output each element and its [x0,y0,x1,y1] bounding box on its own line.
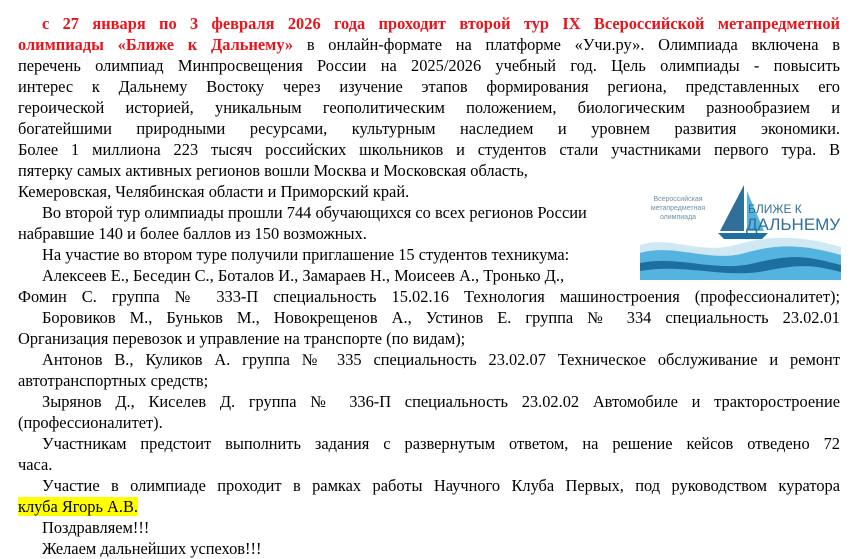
announcement-line-6: богатейшими природными ресурсами, культурным наследием и уровнем развития экономики. [18,119,840,138]
announcement-line-1 [18,13,840,34]
announcement-text: в онлайн-формате на платформе «Учи.ру». Олимпиада включена в [293,35,840,54]
logo-title-line-1: БЛИЖЕ К [748,202,802,216]
tasks-line-2: часа. [18,455,53,474]
announcement-line-4: интерес к Дальнему Востоку через изучение этапов формирования региона, представленных его [18,77,840,96]
group-335-line-2: автотранспортных средств; [18,371,209,390]
congratulations: Поздравляем!!! [42,518,150,537]
invitation-line-2: Алексеев Е., Беседин С., Боталов И., Замараев Н., Моисеев А., Тронько Д., [42,266,565,285]
group-336-line-1: Зырянов Д., Киселев Д. группа № 336-П специальность 23.02.02 Автомобиле и тракторостроение [42,392,840,411]
announcement-line-9: Кемеровская, Челябинская области и Приморский край. [18,182,410,201]
announcement-line-8: пятерку самых активных регионов вошли Москва и Московская область, [18,161,528,180]
olympiad-logo [640,163,841,280]
announcement-line-2 [18,34,840,55]
group-333-line: Фомин С. группа № 333-П специальность 15.02.16 Технология машиностроения (профессионалитет); [18,287,840,306]
second-round-line-2: набравшие 140 и более баллов из 150 возможных. [18,224,367,243]
logo-small-line-1: Всероссийская [653,196,703,203]
science-club-line-2 [18,496,840,517]
document-body [18,13,840,559]
group-335-line-1: Антонов В., Куликов А. группа № 335 специальность 23.02.07 Техническое обслуживание и ремонт [42,350,840,369]
invitation-line-1: На участие во втором туре получили приглашение 15 студентов техникума: [42,245,570,264]
announcement-line-3: перечень олимпиад Минпросвещения России на 2025/2026 учебный год. Цель олимпиады - повысить [18,56,840,75]
waves-graphic [640,238,841,280]
logo-title-line-2: ДАЛЬНЕМУ [746,215,841,234]
curator-name: клуба Ягорь А.В. [18,497,139,516]
logo-small-line-2: метапредметная [650,205,706,212]
wishes: Желаем дальнейших успехов!!! [42,539,262,558]
second-round-line-1: Во второй тур олимпиады прошли 744 обучающихся со всех регионов России [42,203,587,222]
announcement-line-7: Более 1 миллиона 223 тысяч российских школьников и студентов стали участниками первого тура. В [18,140,840,159]
group-336-line-2: (профессионалитет). [18,413,163,432]
announcement-line-5: героической историей, уникальным геополитическим положением, биологическим разнообразием и [18,98,840,117]
group-334-line-2: Организация перевозок и управление на транспорте (по видам); [18,329,466,348]
olympiad-name: олимпиады «Ближе к Дальнему» [18,35,294,54]
science-club-line-1: Участие в олимпиаде проходит в рамках работы Научного Клуба Первых, под руководством куратора [42,476,840,495]
logo-small-line-3: олимпиада [659,214,697,221]
tasks-line-1: Участникам предстоит выполнить задания с развернутым ответом, на решение кейсов отведено 72 [42,434,840,453]
announcement-dates: с 27 января по 3 февраля 2026 года проходит второй тур IX Всероссийской метапредметной [42,14,840,33]
group-334-line-1: Боровиков М., Буньков М., Новокрещенов А., Устинов Е. группа № 334 специальность 23.02.01 [42,308,840,327]
